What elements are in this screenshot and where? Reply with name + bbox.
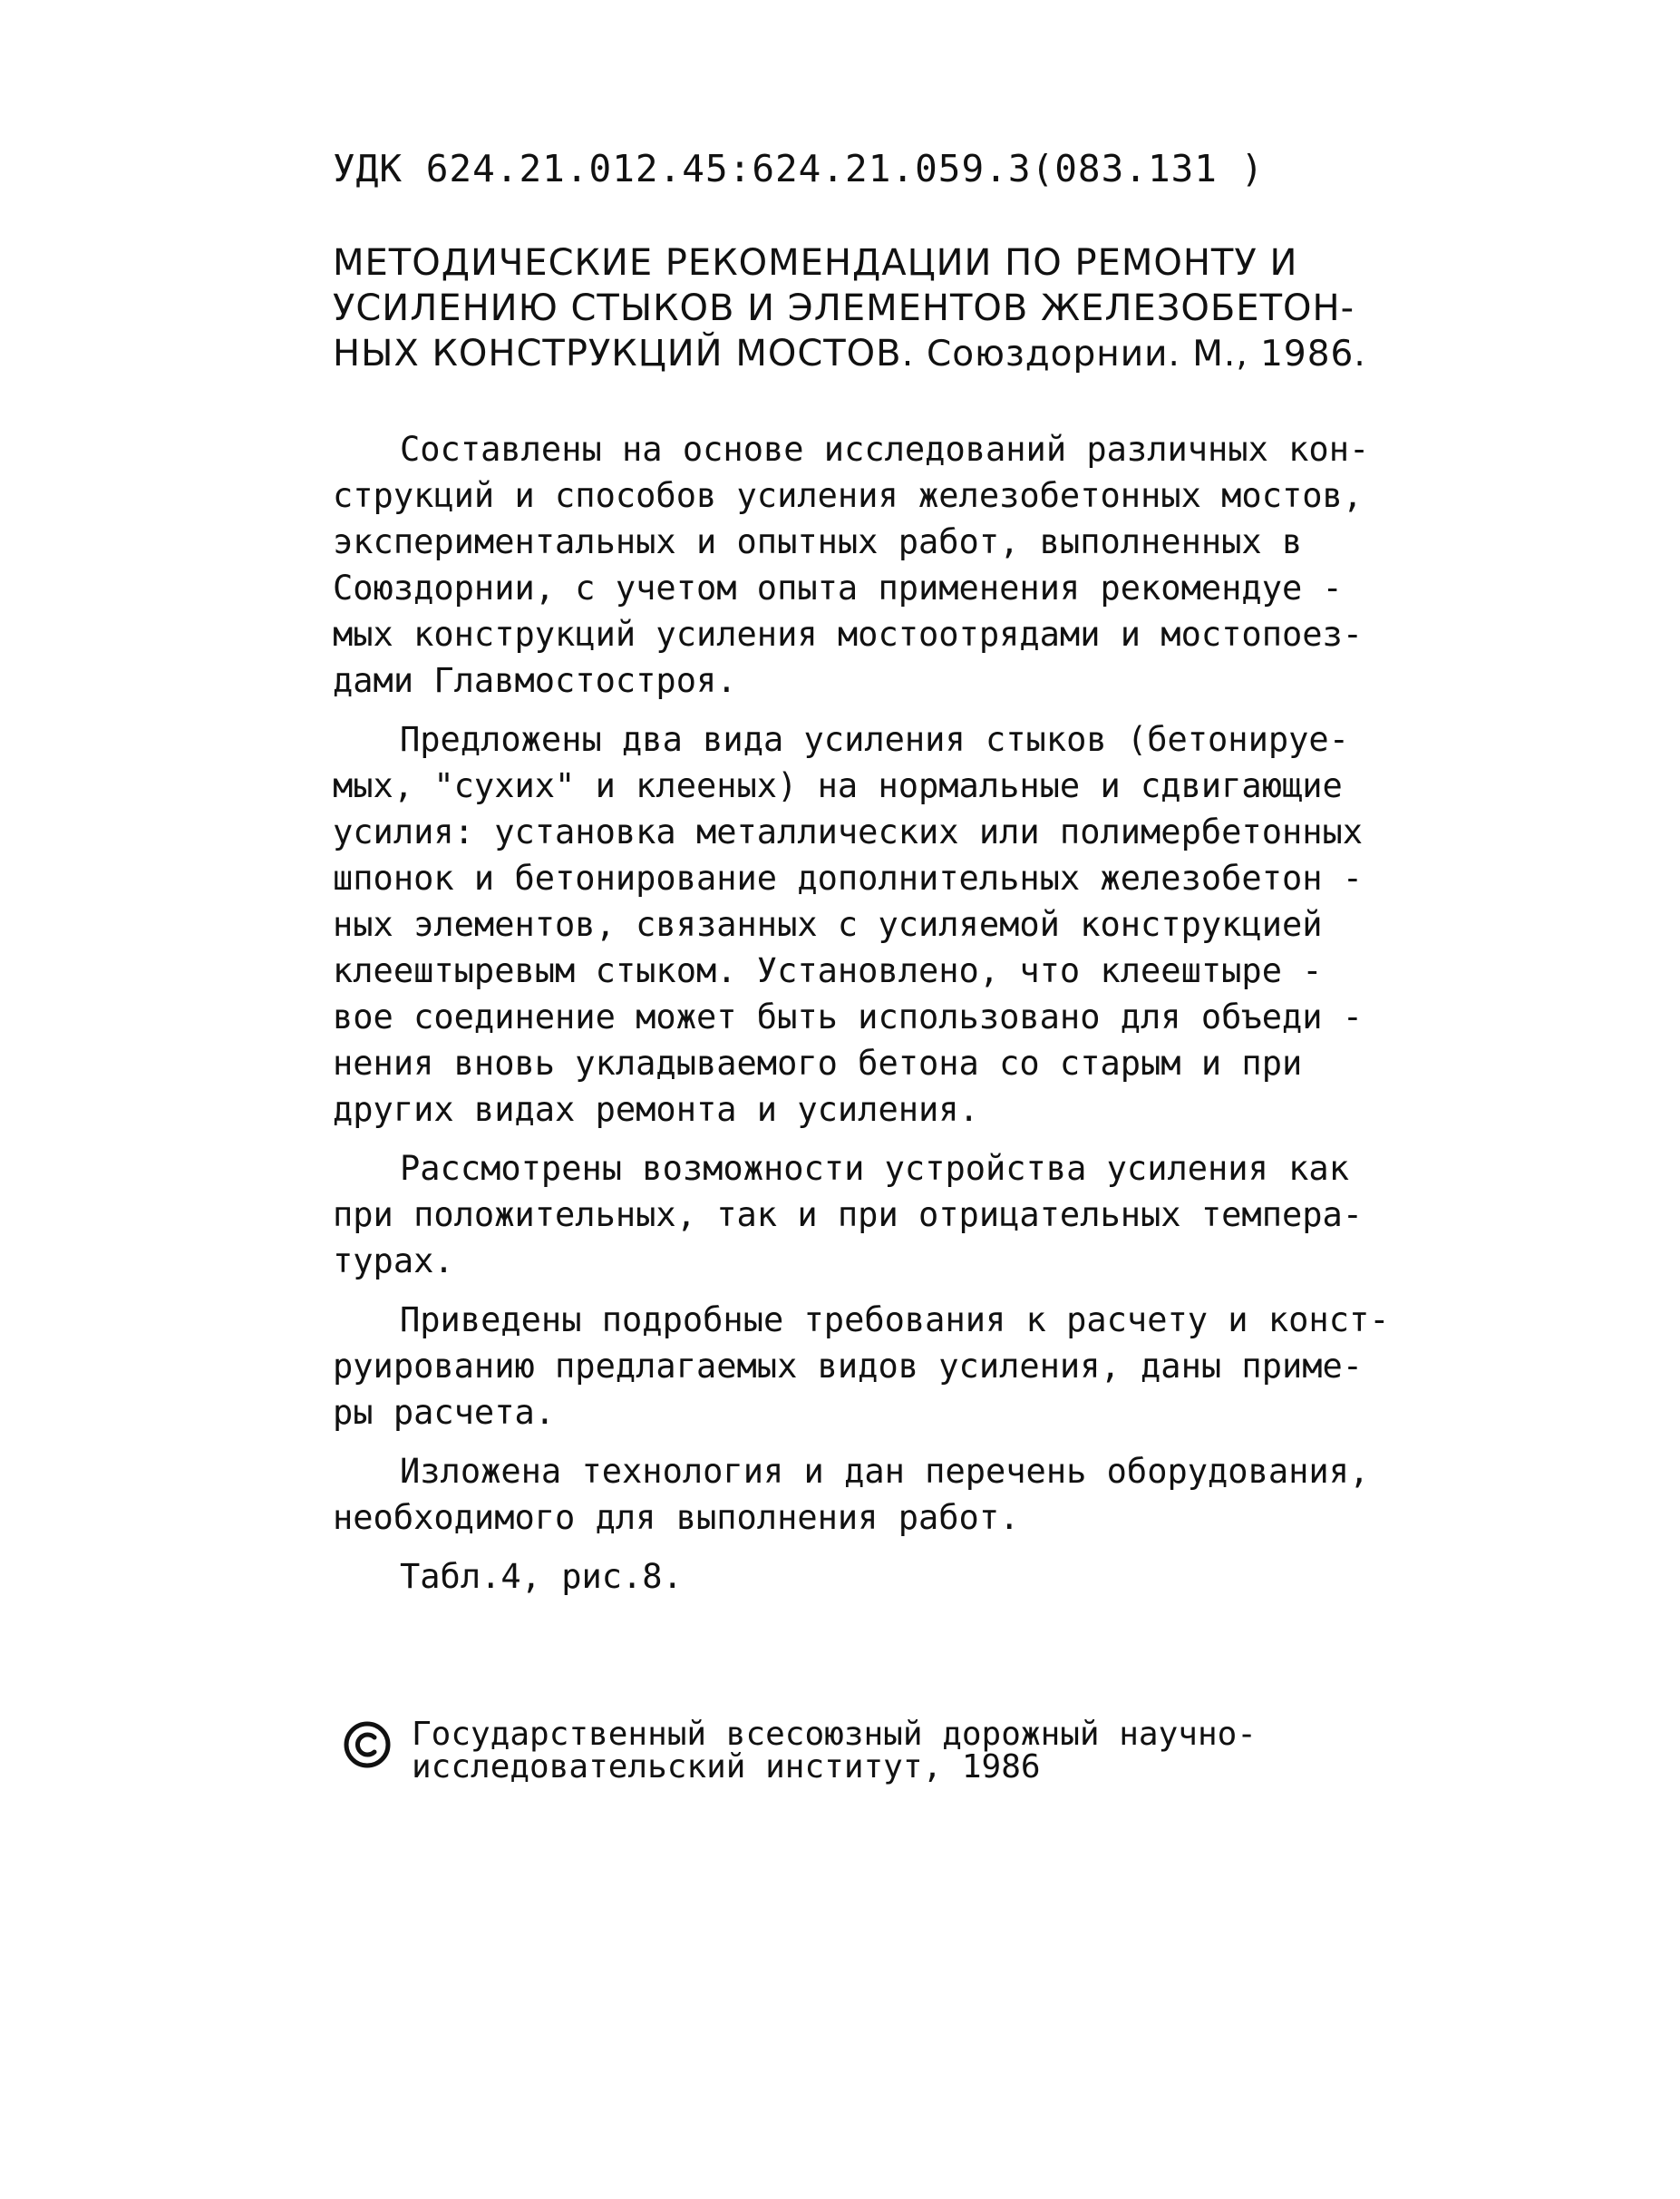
copyright-notice	[343, 1718, 1257, 1784]
title-line-1: МЕТОДИЧЕСКИЕ РЕКОМЕНДАЦИИ ПО РЕМОНТУ И	[333, 242, 1298, 284]
abstract-line: мых, "сухих" и клееных) на нормальные и сдвигающие	[333, 766, 1343, 805]
abstract-paragraph-4	[333, 1297, 1511, 1435]
abstract-paragraph-3	[333, 1145, 1511, 1284]
abstract-line: необходимого для выполнения работ.	[333, 1498, 1020, 1537]
abstract-paragraph-1	[333, 426, 1511, 704]
abstract-line: струкций и способов усиления железобетонных мостов,	[333, 476, 1364, 515]
abstract-line: Составлены на основе исследований различных кон-	[400, 430, 1370, 469]
abstract-line: усилия: установка металлических или полимербетонных	[333, 812, 1364, 851]
abstract-line: ных элементов, связанных с усиляемой конструкцией	[333, 905, 1323, 944]
title-line-3-text: НЫХ КОНСТРУКЦИЙ МОСТОВ.	[333, 333, 915, 375]
title-line-2: УСИЛЕНИЮ СТЫКОВ И ЭЛЕМЕНТОВ ЖЕЛЕЗОБЕТОН-	[333, 287, 1355, 329]
abstract-line: вое соединение может быть использовано для объеди -	[333, 997, 1364, 1036]
copyright-line-1: Государственный всесоюзный дорожный научно-	[412, 1716, 1257, 1753]
abstract-line: дами Главмостостроя.	[333, 661, 737, 700]
abstract-line: Изложена технология и дан перечень оборудования,	[400, 1452, 1370, 1491]
copyright-icon	[343, 1720, 392, 1769]
copyright-line-2: исследовательский институт, 1986	[412, 1748, 1041, 1785]
abstract-line: нения вновь укладываемого бетона со старым и при	[333, 1044, 1303, 1083]
abstract-line: турах.	[333, 1241, 454, 1280]
document-title	[333, 240, 1511, 377]
abstract-line: Предложены два вида усиления стыков (бетонируе-	[400, 720, 1349, 759]
abstract-line: клеештыревым стыком. Установлено, что клеештыре -	[333, 951, 1323, 990]
abstract-paragraph-2	[333, 716, 1511, 1133]
title-line-3	[333, 331, 1511, 377]
abstract-paragraph-5	[333, 1448, 1511, 1541]
abstract-line: Приведены подробные требования к расчету и конст-	[400, 1300, 1390, 1339]
abstract-line: ры расчета.	[333, 1393, 556, 1432]
abstract-line: Рассмотрены возможности устройства усиления как	[400, 1149, 1349, 1188]
abstract-paragraph-6	[333, 1553, 1511, 1600]
udc-code: УДК 624.21.012.45:624.21.059.3(083.131 )	[333, 147, 1265, 190]
publisher-info: Союздорнии. М., 1986.	[927, 334, 1366, 375]
abstract-line: при положительных, так и при отрицательных темпера-	[333, 1195, 1364, 1234]
abstract-line: экспериментальных и опытных работ, выполненных в	[333, 522, 1303, 561]
abstract-line: Союздорнии, с учетом опыта применения рекомендуе -	[333, 569, 1343, 608]
tables-figures-count: Табл.4, рис.8.	[400, 1557, 683, 1596]
copyright-text	[412, 1718, 1257, 1784]
abstract-line: руированию предлагаемых видов усиления, даны приме-	[333, 1347, 1364, 1386]
abstract-line: шпонок и бетонирование дополнительных железобетон -	[333, 859, 1364, 898]
abstract	[333, 426, 1511, 1612]
abstract-line: других видах ремонта и усиления.	[333, 1090, 979, 1129]
abstract-line: мых конструкций усиления мостоотрядами и мостопоез-	[333, 615, 1364, 654]
